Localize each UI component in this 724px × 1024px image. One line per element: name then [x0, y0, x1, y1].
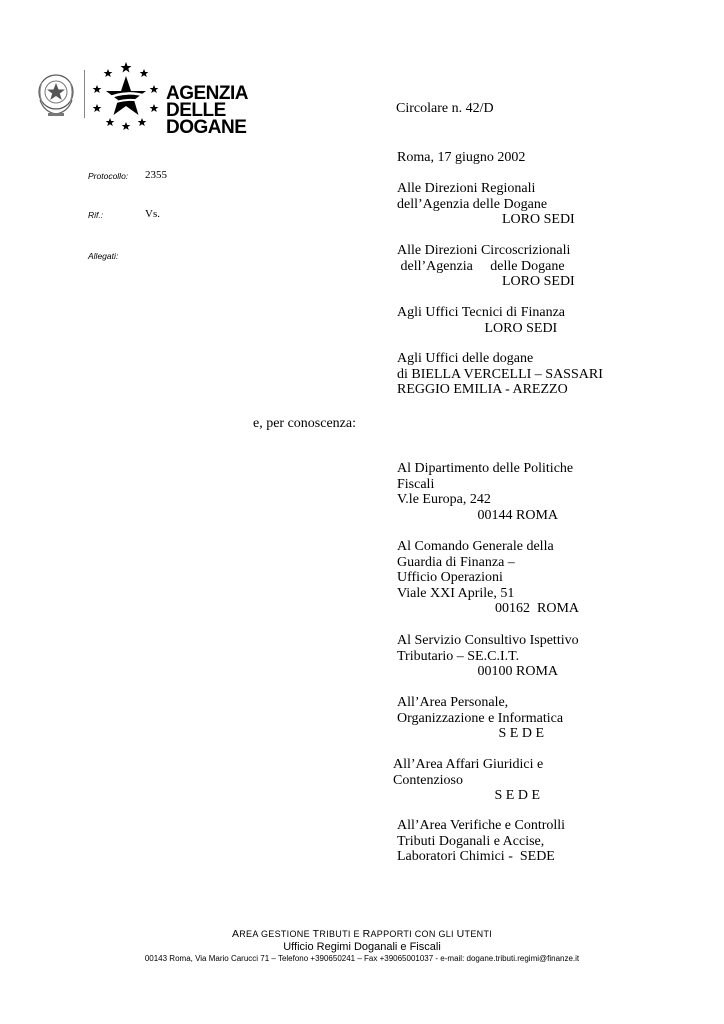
- cc-recipient-block: [397, 818, 565, 865]
- footer-contacts: 00143 Roma, Via Mario Carucci 71 – Telefono +390650241 – Fax +39065001037 - e-mail: dogane.tributi.regimi@finanze.it: [144, 954, 580, 963]
- logo-divider: [84, 70, 85, 118]
- recipient-line: All’Area Verifiche e Controlli: [397, 818, 566, 833]
- recipient-block: [397, 351, 603, 398]
- recipient-line: Al Dipartimento delle Politiche: [397, 461, 574, 476]
- cc-recipient-block: [397, 695, 563, 742]
- agency-name: [166, 85, 248, 136]
- recipient-line: Alle Direzioni Circoscrizionali: [397, 243, 571, 258]
- recipient-block: [397, 305, 565, 336]
- cc-recipient-block: [393, 757, 543, 804]
- recipient-line: All’Area Affari Giuridici e: [393, 757, 544, 772]
- recipient-line: LORO SEDI: [397, 274, 575, 289]
- protocol-label: Protocollo:: [88, 171, 129, 181]
- recipient-line: Fiscali: [397, 476, 435, 492]
- recipient-line: Organizzazione e Informatica: [397, 710, 564, 726]
- recipient-line: Tributario – SE.C.I.T.: [397, 648, 520, 664]
- recipient-line: 00162 ROMA: [397, 601, 580, 616]
- agency-name-line: DOGANE: [166, 117, 247, 138]
- circular-number: Circolare n. 42/D: [396, 101, 494, 116]
- footer-area-part: U: [456, 928, 465, 940]
- cc-label: e, per conoscenza:: [253, 416, 356, 431]
- recipient-line: dell’Agenzia delle Dogane: [397, 258, 565, 274]
- agency-name-line: DELLE: [166, 100, 226, 121]
- recipient-line: Tributi Doganali e Accise,: [397, 833, 545, 849]
- recipient-line: LORO SEDI: [397, 212, 575, 227]
- cc-recipient-block: [397, 539, 579, 617]
- recipient-line: Agli Uffici Tecnici di Finanza: [397, 305, 566, 320]
- republic-emblem-icon: [34, 70, 78, 118]
- reference-label: Rif.:: [88, 210, 104, 220]
- recipient-block: [397, 243, 575, 290]
- recipient-line: Laboratori Chimici - SEDE: [397, 849, 555, 864]
- reference-value: Vs.: [145, 208, 160, 220]
- recipient-line: S E D E: [393, 788, 540, 803]
- protocol-value: 2355: [145, 169, 167, 181]
- recipient-line: S E D E: [397, 726, 544, 741]
- recipient-line: Agli Uffici delle dogane: [397, 351, 534, 366]
- cc-recipient-block: [397, 461, 573, 523]
- recipient-line: Al Servizio Consultivo Ispettivo: [397, 633, 579, 648]
- recipient-line: Contenzioso: [393, 772, 463, 788]
- recipient-line: REGGIO EMILIA - AREZZO: [397, 382, 568, 397]
- agency-name-line: AGENZIA: [166, 83, 248, 104]
- place-date: Roma, 17 giugno 2002: [397, 150, 526, 165]
- recipient-line: Alle Direzioni Regionali: [397, 181, 536, 196]
- cc-recipient-block: [397, 633, 579, 680]
- recipient-line: Guardia di Finanza –: [397, 554, 515, 570]
- recipient-line: LORO SEDI: [397, 320, 558, 336]
- recipient-line: Al Comando Generale della: [397, 539, 554, 554]
- footer-area-part: APPORTI CON GLI: [370, 929, 457, 939]
- agency-star-logo-icon: [88, 60, 164, 132]
- recipient-line: dell’Agenzia delle Dogane: [397, 196, 548, 212]
- recipient-line: 00144 ROMA: [397, 507, 559, 523]
- recipient-line: di BIELLA VERCELLI – SASSARI: [397, 366, 603, 382]
- attachments-label: Allegati:: [88, 251, 119, 261]
- footer-area-part: REA GESTIONE: [239, 929, 313, 939]
- recipient-block: [397, 181, 575, 228]
- footer-area-part: R: [362, 928, 371, 940]
- recipient-line: All’Area Personale,: [397, 695, 509, 710]
- recipient-line: Viale XXI Aprile, 51: [397, 585, 515, 601]
- footer-area-title: [0, 928, 724, 940]
- recipient-line: Ufficio Operazioni: [397, 570, 503, 585]
- footer-office: Ufficio Regimi Doganali e Fiscali: [283, 941, 441, 953]
- footer-area-part: A: [231, 928, 240, 940]
- recipient-line: V.le Europa, 242: [397, 492, 491, 507]
- recipient-line: 00100 ROMA: [397, 664, 559, 679]
- footer-area-part: T: [312, 928, 320, 940]
- footer-area-part: RIBUTI E: [319, 929, 363, 939]
- footer-area-part: TENTI: [464, 929, 493, 939]
